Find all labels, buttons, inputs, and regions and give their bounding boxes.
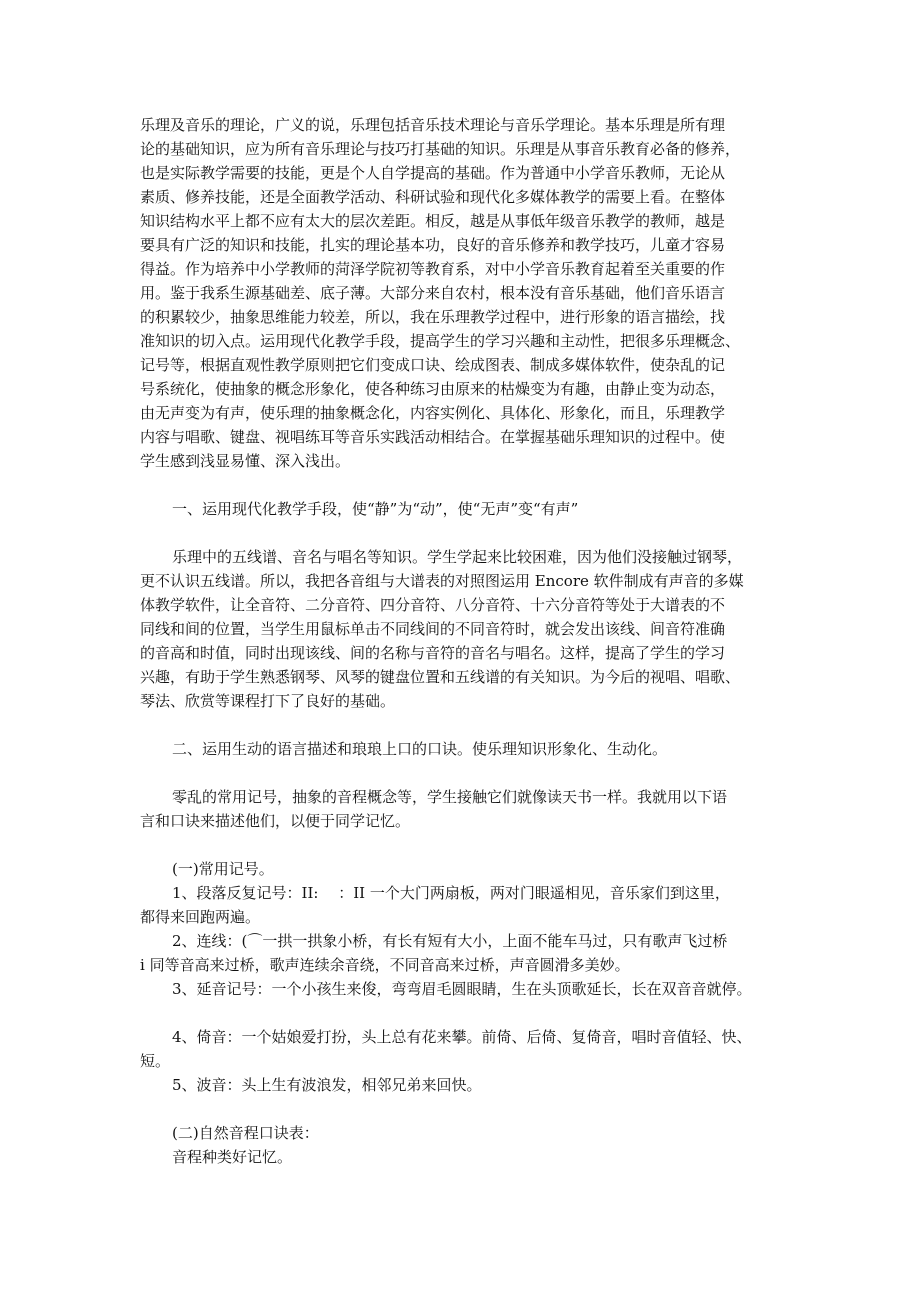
intro-line: 知识结构水平上都不应有太大的层次差距。相反，越是从事低年级音乐教学的教师，越是 <box>140 212 726 230</box>
para1-line: 琴法、欣赏等课程打下了良好的基础。 <box>140 692 396 710</box>
para1-line: 的音高和时值，同时出现该线、间的名称与音符的音名与唱名。这样，提高了学生的学习 <box>140 644 726 662</box>
para1-line: 兴趣，有助于学生熟悉钢琴、风琴的键盘位置和五线谱的有关知识。为今后的视唱、唱歌、 <box>140 668 741 686</box>
para2-line: 零乱的常用记号，抽象的音程概念等，学生接触它们就像读天书一样。我就用以下语 <box>172 788 728 806</box>
list-item-3: 3、延音记号：一个小孩生来俊，弯弯眉毛圆眼睛，生在头顶歌延长，长在双音音就停。 <box>172 980 752 998</box>
para2-line: 言和口诀来描述他们，以便于同学记忆。 <box>140 812 411 830</box>
list-item-4: 4、倚音：一个姑娘爱打扮，头上总有花来攀。前倚、后倚、复倚音，唱时音值轻、快、 <box>172 1028 752 1046</box>
intro-line: 记号等，根据直观性教学原则把它们变成口诀、绘成图表、制成多媒体软件，使杂乱的记 <box>140 356 726 374</box>
intro-line: 要具有广泛的知识和技能，扎实的理论基本功，良好的音乐修养和教学技巧，儿童才容易 <box>140 236 726 254</box>
intro-line: 也是实际教学需要的技能，更是个人自学提高的基础。作为普通中小学音乐教师，无论从 <box>140 164 726 182</box>
intro-line: 论的基础知识，应为所有音乐理论与技巧打基础的知识。乐理是从事音乐教育必备的修养， <box>140 140 741 158</box>
para1-line: 体教学软件，让全音符、二分音符、四分音符、八分音符、十六分音符等处于大谱表的不 <box>140 596 726 614</box>
list-item-4-cont: 短。 <box>140 1052 171 1070</box>
intro-line: 乐理及音乐的理论，广义的说，乐理包括音乐技术理论与音乐学理论。基本乐理是所有理 <box>140 116 726 134</box>
intro-line: 用。鉴于我系生源基础差、底子薄。大部分来自农村，根本没有音乐基础，他们音乐语言 <box>140 284 726 302</box>
intro-line: 素质、修养技能，还是全面教学活动、科研试验和现代化多媒体教学的需要上看。在整体 <box>140 188 726 206</box>
intro-line: 号系统化，使抽象的概念形象化，使各种练习由原来的枯燥变为有趣，由静止变为动态， <box>140 380 726 398</box>
subsection-title-1: (一)常用记号。 <box>172 860 274 878</box>
list-item-2: 2、连线：(⌒一拱一拱象小桥，有长有短有大小，上面不能车马过，只有歌声飞过桥 <box>172 932 728 950</box>
subsection-title-2: (二)自然音程口诀表： <box>172 1124 319 1142</box>
section-heading-2: 二、运用生动的语言描述和琅琅上口的口诀。使乐理知识形象化、生动化。 <box>172 740 668 758</box>
section-heading-1: 一、运用现代化教学手段，使“静”为“动”，使“无声”变“有声” <box>172 500 579 518</box>
list-item-2-cont: i 同等音高来过桥，歌声连续余音绕，不同音高来过桥，声音圆滑多美妙。 <box>140 956 630 974</box>
intro-line: 内容与唱歌、键盘、视唱练耳等音乐实践活动相结合。在掌握基础乐理知识的过程中。使 <box>140 428 726 446</box>
subsection-2-line: 音程种类好记忆。 <box>172 1148 293 1166</box>
intro-line: 得益。作为培养中小学教师的菏泽学院初等教育系，对中小学音乐教育起着至关重要的作 <box>140 260 726 278</box>
intro-line: 学生感到浅显易懂、深入浅出。 <box>140 452 351 470</box>
list-item-5: 5、波音：头上生有波浪发，相邻兄弟来回快。 <box>172 1076 482 1094</box>
list-item-1-cont: 都得来回跑两遍。 <box>140 908 261 926</box>
para1-line: 同线和间的位置，当学生用鼠标单击不同线间的不同音符时，就会发出该线、间音符准确 <box>140 620 726 638</box>
intro-line: 的积累较少，抽象思维能力较差，所以，我在乐理教学过程中，进行形象的语言描绘，找 <box>140 308 726 326</box>
intro-line: 由无声变为有声，使乐理的抽象概念化，内容实例化、具体化、形象化，而且，乐理教学 <box>140 404 726 422</box>
intro-line: 准知识的切入点。运用现代化教学手段，提高学生的学习兴趣和主动性，把很多乐理概念、 <box>140 332 741 350</box>
list-item-1: 1、段落反复记号：II: ：II 一个大门两扇板，两对门眼遥相见，音乐家们到这里， <box>172 884 730 902</box>
para1-line: 乐理中的五线谱、音名与唱名等知识。学生学起来比较困难，因为他们没接触过钢琴， <box>172 548 743 566</box>
para1-line: 更不认识五线谱。所以，我把各音组与大谱表的对照图运用 Encore 软件制成有声音的多媒 <box>140 572 744 590</box>
